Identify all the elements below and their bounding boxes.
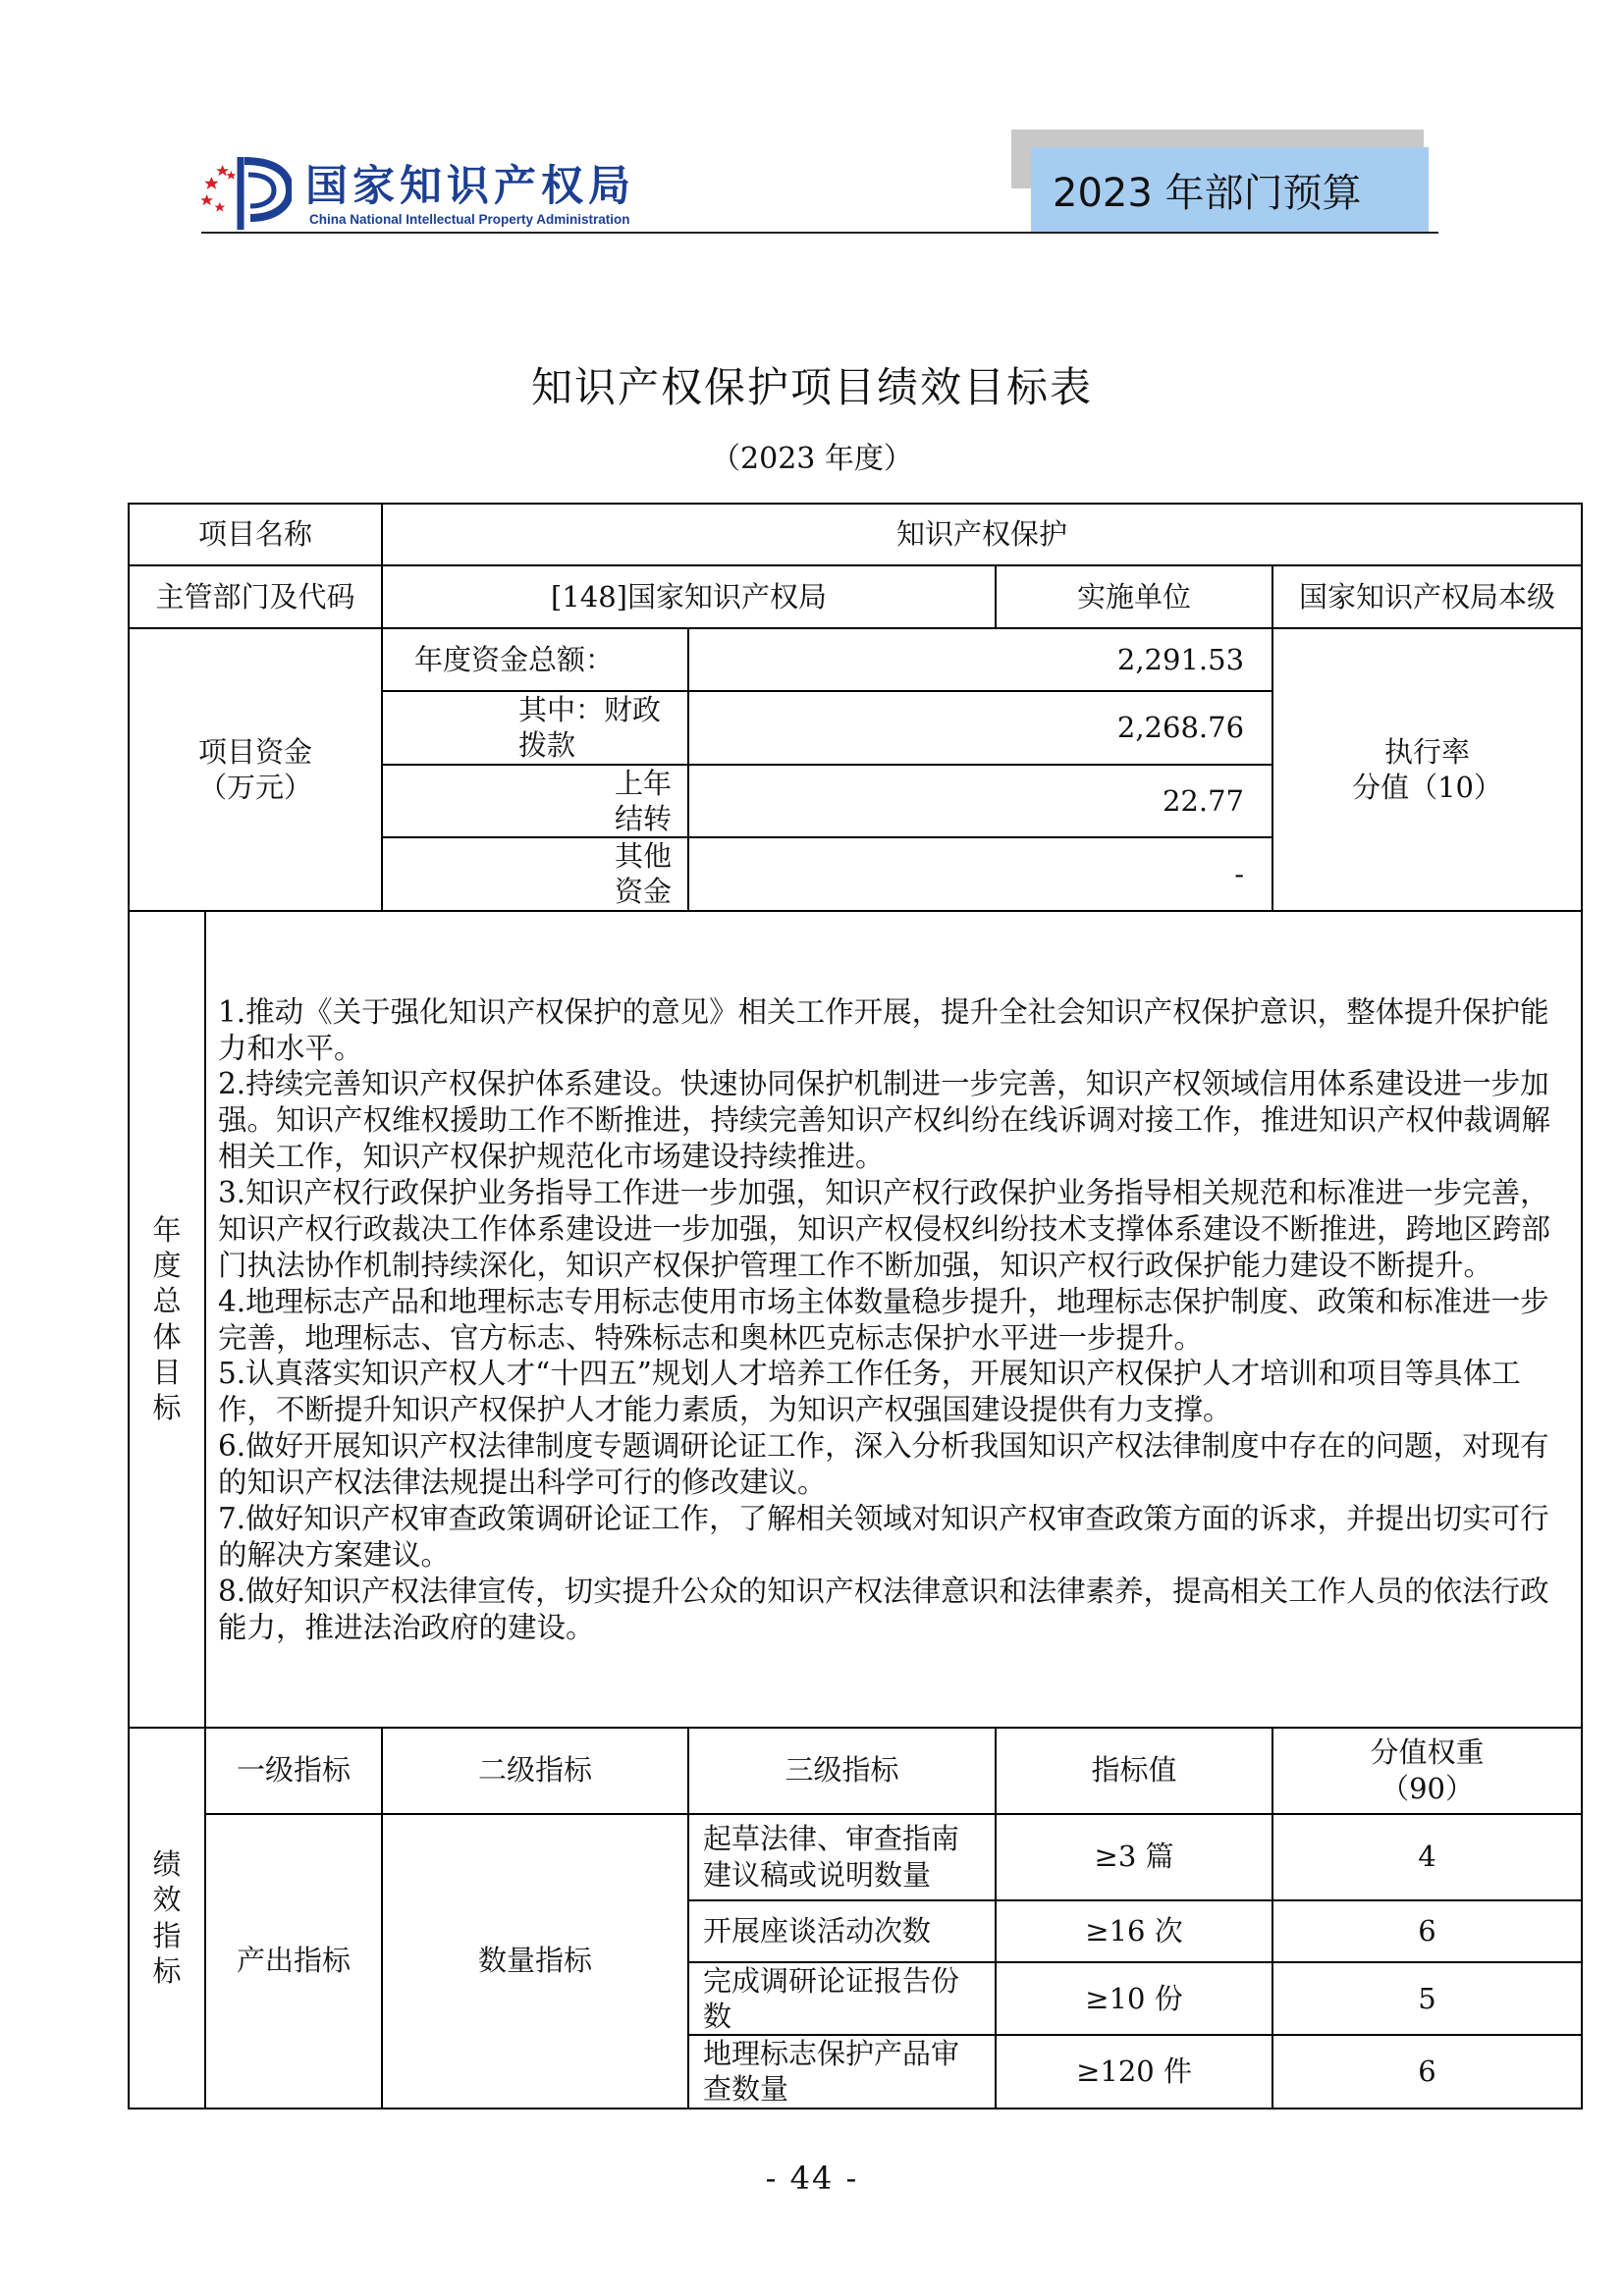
- weight-header: 分值权重 （90）: [1272, 1728, 1582, 1814]
- document-subtitle: （2023 年度）: [711, 442, 913, 476]
- row-annual-goals: [129, 911, 1582, 1728]
- indicator-name: 完成调研论证报告份数: [688, 1962, 996, 2036]
- execution-rate-line1: 执行率: [1384, 734, 1471, 769]
- indicator-name: 开展座谈活动次数: [688, 1900, 996, 1962]
- cnipa-logo: [201, 147, 653, 236]
- goal-item: 8.做好知识产权法律宣传，切实提升公众的知识产权法律意识和法律素养，提高相关工作人员的依法行政能力，推进法治政府的建设。: [218, 1574, 1549, 1644]
- row-department: [129, 565, 1582, 628]
- indicator-weight: 5: [1272, 1962, 1582, 2036]
- level2-header: 二级指标: [382, 1728, 688, 1814]
- funds-value: 22.77: [688, 765, 1272, 838]
- row-project-name: [129, 504, 1582, 565]
- annual-goals-label: 年 度 总 体 目 标: [129, 911, 205, 1728]
- execution-rate-line2: 分值（10）: [1352, 770, 1502, 804]
- row-funds-total: [129, 628, 1582, 691]
- indicator-weight: 6: [1272, 1900, 1582, 1962]
- indicator-value: ≥3 篇: [996, 1814, 1272, 1900]
- logo-name: 国家知识产权局: [305, 162, 635, 211]
- level1-header: 一级指标: [205, 1728, 382, 1814]
- header-rule: [201, 232, 1438, 234]
- department-value: [148]国家知识产权局: [382, 565, 996, 628]
- annual-goals-text: [205, 911, 1582, 1728]
- cnipa-emblem-icon: [201, 153, 292, 232]
- implementing-unit-value: 国家知识产权局本级: [1272, 565, 1582, 628]
- goal-item: 7.做好知识产权审查政策调研论证工作，了解相关领域对知识产权审查政策方面的诉求，并提出切实可行的解决方案建议。: [218, 1501, 1549, 1572]
- goal-item: 6.做好开展知识产权法律制度专题调研论证工作，深入分析我国知识产权法律制度中存在的问题，对现有的知识产权法律法规提出科学可行的修改建议。: [218, 1429, 1549, 1499]
- level3-header: 三级指标: [688, 1728, 996, 1814]
- funds-label: 年度资金总额：: [382, 628, 688, 691]
- goal-item: 3.知识产权行政保护业务指导工作进一步加强，知识产权行政保护业务指导相关规范和标准进一步完善，知识产权行政裁决工作体系建设进一步加强，知识产权侵权纠纷技术支撑体系建设不断推进，跨地区跨部门执法协作机制持续深化，知识产权保护管理工作不断加强，知识产权行政保护能力建设不断提升。: [218, 1176, 1551, 1282]
- funds-label-line1: 项目资金: [198, 734, 313, 769]
- performance-indicators-label: 绩 效 指 标: [129, 1728, 205, 2109]
- project-funds-label: [129, 628, 382, 911]
- goal-item: 4.地理标志产品和地理标志专用标志使用市场主体数量稳步提升，地理标志保护制度、政策和标准进一步完善，地理标志、官方标志、特殊标志和奥林匹克标志保护水平进一步提升。: [218, 1284, 1549, 1355]
- funds-value: -: [688, 837, 1272, 911]
- goal-item: 2.持续完善知识产权保护体系建设。快速协同保护机制进一步完善，知识产权领域信用体系建设进一步加强。知识产权维权援助工作不断推进，持续完善知识产权纠纷在线诉调对接工作，推进知识产权仲裁调解相关工作，知识产权保护规范化市场建设持续推进。: [218, 1067, 1551, 1174]
- level2-value: 数量指标: [382, 1814, 688, 2109]
- indicator-row: [129, 1814, 1582, 1900]
- goal-item: 1.推动《关于强化知识产权保护的意见》相关工作开展，提升全社会知识产权保护意识，整体提升保护能力和水平。: [218, 994, 1549, 1065]
- funds-value: 2,268.76: [688, 691, 1272, 765]
- page-number: - 44 -: [765, 2160, 859, 2197]
- project-name-value: 知识产权保护: [382, 504, 1582, 565]
- performance-target-table: [128, 503, 1583, 2109]
- execution-rate-cell: [1272, 628, 1582, 911]
- indicator-name: 地理标志保护产品审查数量: [688, 2035, 996, 2109]
- indicator-name: 起草法律、审查指南建议稿或说明数量: [688, 1814, 996, 1900]
- indicator-value: ≥16 次: [996, 1900, 1272, 1962]
- indicator-value-header: 指标值: [996, 1728, 1272, 1814]
- funds-label-line2: （万元）: [198, 770, 313, 804]
- row-indicator-headers: [129, 1728, 1582, 1814]
- indicator-weight: 4: [1272, 1814, 1582, 1900]
- funds-label: 其他资金: [382, 837, 688, 911]
- document-title: 知识产权保护项目绩效目标表: [530, 363, 1093, 411]
- funds-label: 其中：财政拨款: [382, 691, 688, 765]
- goal-item: 5.认真落实知识产权人才“十四五”规划人才培养工作任务，开展知识产权保护人才培训和项目等具体工作，不断提升知识产权保护人才能力素质，为知识产权强国建设提供有力支撑。: [218, 1357, 1521, 1427]
- level1-value: 产出指标: [205, 1814, 382, 2109]
- department-label: 主管部门及代码: [129, 565, 382, 628]
- budget-year-tag: 2023 年部门预算: [1031, 147, 1429, 232]
- indicator-weight: 6: [1272, 2035, 1582, 2109]
- implementing-unit-label: 实施单位: [996, 565, 1272, 628]
- indicator-value: ≥10 份: [996, 1962, 1272, 2036]
- page-header: [0, 0, 1624, 245]
- project-name-label: 项目名称: [129, 504, 382, 565]
- indicator-value: ≥120 件: [996, 2035, 1272, 2109]
- funds-value: 2,291.53: [688, 628, 1272, 691]
- funds-label: 上年结转: [382, 765, 688, 838]
- logo-english-name: China National Intellectual Property Administration: [309, 212, 630, 227]
